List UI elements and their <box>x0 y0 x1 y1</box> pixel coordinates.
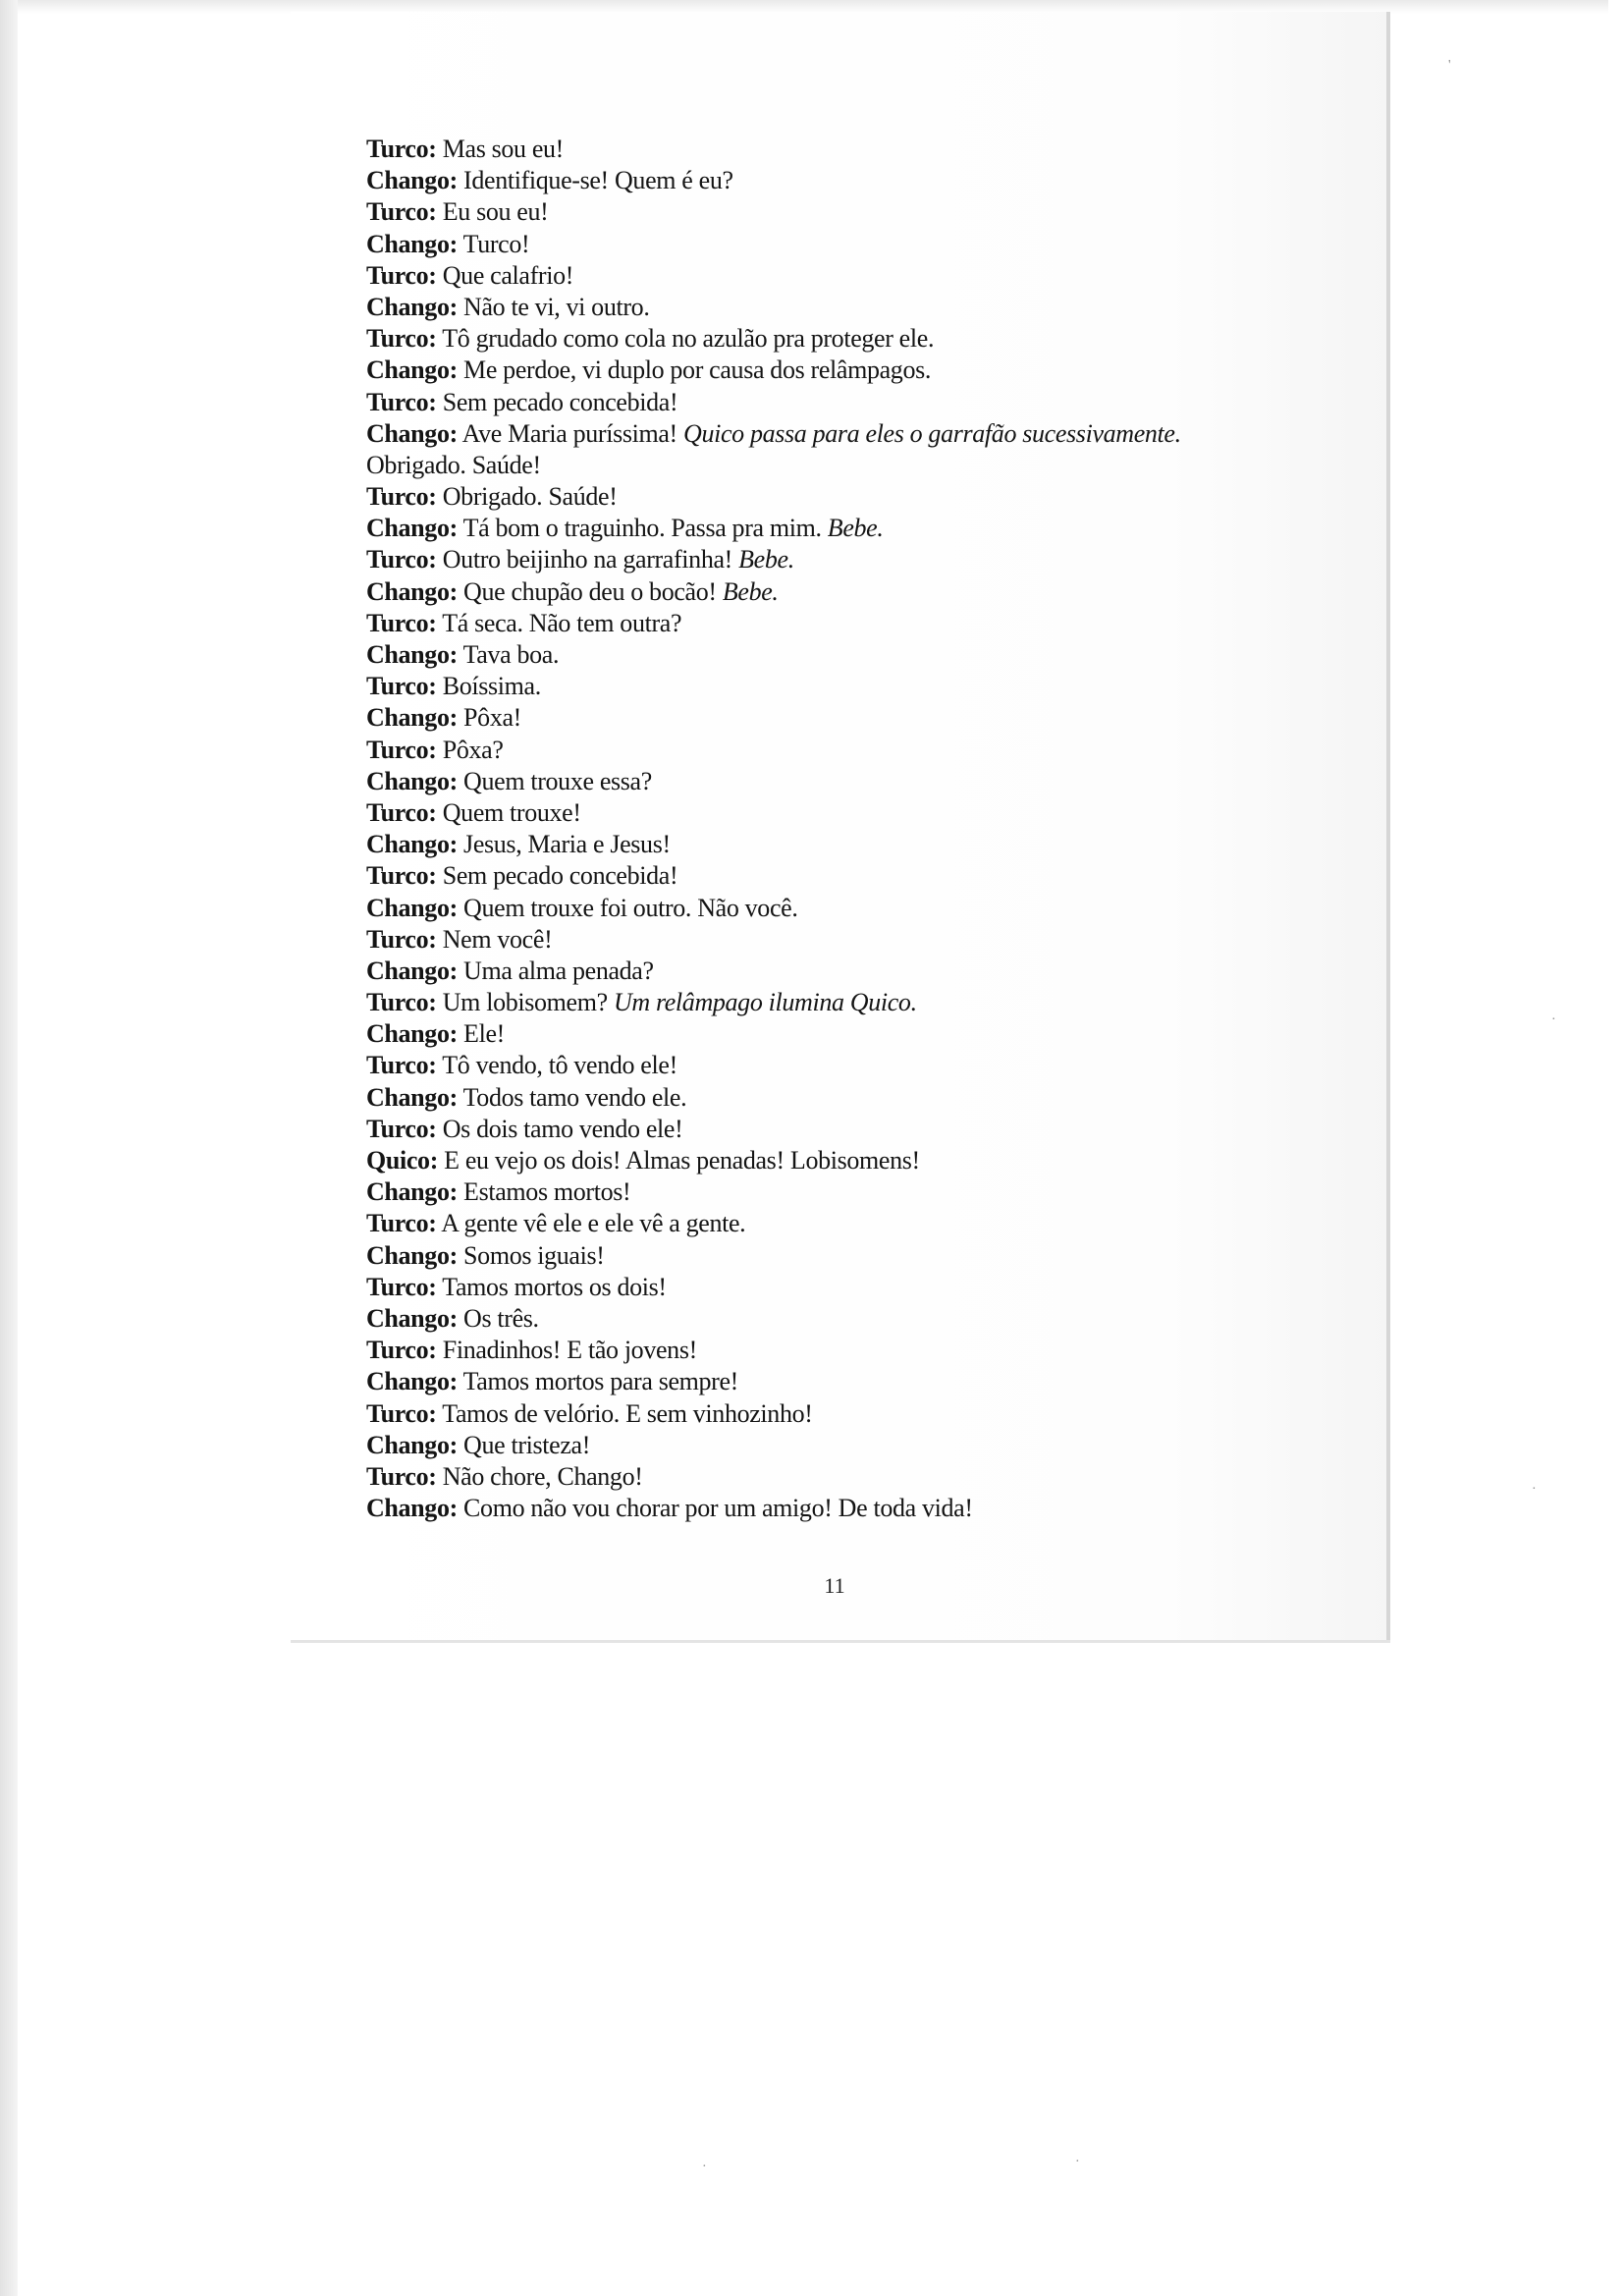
dialogue-text: Estamos mortos! <box>457 1177 631 1207</box>
speaker-name: Turco: <box>366 260 437 290</box>
speaker-name: Turco: <box>366 1398 437 1428</box>
dialogue-line <box>366 924 1309 956</box>
dialogue-line <box>366 1114 1309 1145</box>
dialogue-line <box>366 1050 1309 1081</box>
dialogue-text: Mas sou eu! <box>436 135 564 163</box>
dialogue-text: Finadinhos! E tão jovens! <box>436 1336 697 1365</box>
dialogue-text: Obrigado. Saúde! <box>436 482 618 512</box>
speaker-name: Turco: <box>366 1209 437 1238</box>
page-number: 11 <box>824 1573 845 1598</box>
dialogue-line <box>366 860 1309 892</box>
dialogue-text: Não te vi, vi outro. <box>457 292 650 321</box>
dialogue-line <box>366 1303 1309 1335</box>
dialogue-text: Sem pecado concebida! <box>436 387 678 416</box>
speaker-name: Chango: <box>366 893 458 922</box>
dialogue-text: Que tristeza! <box>457 1430 591 1459</box>
dialogue-line <box>366 355 1309 386</box>
dialogue-line <box>366 1493 1309 1524</box>
dialogue-line <box>366 987 1309 1018</box>
dialogue-text: Tava boa. <box>457 640 560 669</box>
speaker-name: Turco: <box>366 387 437 416</box>
dialogue-line <box>366 893 1309 924</box>
dialogue-line <box>366 702 1309 734</box>
dialogue-text: Um lobisomem? <box>436 988 614 1017</box>
dialogue-text: Os dois tamo vendo ele! <box>436 1114 683 1143</box>
dialogue-line <box>366 1208 1309 1239</box>
dialogue-text: Ave Maria puríssima! <box>457 418 684 448</box>
dialogue-line <box>366 1366 1309 1397</box>
dialogue-line <box>366 513 1309 544</box>
dialogue-text: Não chore, Chango! <box>436 1461 643 1491</box>
page-sheet-edge <box>1386 12 1390 1642</box>
dialogue-line <box>366 829 1309 860</box>
speaker-name: Chango: <box>366 1494 458 1523</box>
speaker-name: Turco: <box>366 545 437 574</box>
speaker-name: Chango: <box>366 766 458 795</box>
dialogue-line <box>366 323 1309 355</box>
dialogue-text: Como não vou chorar por um amigo! De toda vida! <box>457 1494 973 1523</box>
dialogue-line <box>366 608 1309 639</box>
speaker-name: Chango: <box>366 355 458 385</box>
dialogue-text: A gente vê ele e ele vê a gente. <box>436 1209 746 1238</box>
dialogue-text: Tá seca. Não tem outra? <box>436 608 682 637</box>
scan-speck: ' <box>1448 58 1451 73</box>
speaker-name: Chango: <box>366 1367 458 1396</box>
dialogue-line <box>366 544 1309 575</box>
speaker-name: Turco: <box>366 1336 437 1365</box>
dialogue-line <box>366 418 1309 450</box>
speaker-name: Turco: <box>366 988 437 1017</box>
dialogue-text: Sem pecado concebida! <box>436 861 678 891</box>
speaker-name: Chango: <box>366 830 458 859</box>
dialogue-line <box>366 196 1309 228</box>
dialogue-line <box>366 766 1309 797</box>
speaker-name: Chango: <box>366 418 458 448</box>
dialogue-text: Tamos de velório. E sem vinhozinho! <box>436 1398 813 1428</box>
stage-direction: Bebe. <box>722 576 779 606</box>
dialogue-line <box>366 1398 1309 1430</box>
dialogue-line <box>366 1176 1309 1208</box>
dialogue-text: Os três. <box>457 1303 539 1333</box>
dialogue-line <box>366 387 1309 418</box>
dialogue-line <box>366 671 1309 702</box>
dialogue-text: Outro beijinho na garrafinha! <box>436 545 739 574</box>
speaker-name: Turco: <box>366 197 437 227</box>
speaker-name: Turco: <box>366 1272 437 1301</box>
speaker-name: Chango: <box>366 514 458 543</box>
speaker-name: Chango: <box>366 292 458 321</box>
dialogue-text: Tamos mortos para sempre! <box>457 1367 738 1396</box>
speaker-name: Chango: <box>366 1177 458 1207</box>
speaker-name: Turco: <box>366 797 437 827</box>
dialogue-text: Uma alma penada? <box>457 956 654 985</box>
speaker-name: Chango: <box>366 640 458 669</box>
dialogue-line <box>366 735 1309 766</box>
speaker-name: Turco: <box>366 735 437 764</box>
dialogue-line <box>366 134 1309 165</box>
speaker-name: Turco: <box>366 1051 437 1080</box>
speaker-name: Chango: <box>366 229 458 258</box>
dialogue-line <box>366 1430 1309 1461</box>
stage-direction: Bebe. <box>738 545 794 574</box>
stage-direction: Um relâmpago ilumina Quico. <box>613 988 917 1017</box>
dialogue-text: Pôxa! <box>457 703 521 733</box>
dialogue-text: Todos tamo vendo ele. <box>457 1082 687 1112</box>
dialogue-text: Me perdoe, vi duplo por causa dos relâmpagos. <box>457 355 932 385</box>
dialogue-text: Tô grudado como cola no azulão pra proteger ele. <box>436 324 935 354</box>
dialogue-line <box>366 1240 1309 1272</box>
dialogue-text: Quem trouxe! <box>436 797 581 827</box>
dialogue-line <box>366 1461 1309 1493</box>
dialogue-text: Tá bom o traguinho. Passa pra mim. <box>457 514 828 543</box>
dialogue-text: Ele! <box>457 1019 505 1049</box>
dialogue-line <box>366 956 1309 987</box>
dialogue-line <box>366 639 1309 671</box>
dialogue-text: Eu sou eu! <box>436 197 549 227</box>
speaker-name: Turco: <box>366 135 437 163</box>
dialogue-text: Tô vendo, tô vendo ele! <box>436 1051 677 1080</box>
dialogue-text: Que calafrio! <box>436 260 574 290</box>
scan-speck: · <box>1551 1012 1556 1027</box>
speaker-name: Chango: <box>366 1240 458 1270</box>
dialogue-text: Tamos mortos os dois! <box>436 1272 667 1301</box>
dialogue-text: Boíssima. <box>436 672 541 701</box>
dialogue-line <box>366 1272 1309 1303</box>
stage-direction: Quico passa para eles o garrafão sucessivamente. <box>683 418 1181 448</box>
dialogue-text: Que chupão deu o bocão! <box>457 576 723 606</box>
dialogue-text: E eu vejo os dois! Almas penadas! Lobisomens! <box>438 1146 920 1175</box>
speaker-name: Turco: <box>366 608 437 637</box>
speaker-name: Turco: <box>366 861 437 891</box>
script-body <box>366 134 1309 1524</box>
dialogue-text: Pôxa? <box>436 735 504 764</box>
speaker-name: Chango: <box>366 1019 458 1049</box>
dialogue-text: Obrigado. Saúde! <box>366 450 541 479</box>
dialogue-line <box>366 576 1309 608</box>
scan-speck: · <box>702 2159 707 2174</box>
dialogue-text: Turco! <box>457 229 530 258</box>
dialogue-line <box>366 450 1309 481</box>
dialogue-line <box>366 481 1309 513</box>
speaker-name: Turco: <box>366 1461 437 1491</box>
speaker-name: Turco: <box>366 1114 437 1143</box>
dialogue-text: Identifique-se! Quem é eu? <box>457 166 733 195</box>
dialogue-line <box>366 292 1309 323</box>
dialogue-text: Somos iguais! <box>457 1240 605 1270</box>
speaker-name: Chango: <box>366 576 458 606</box>
speaker-name: Chango: <box>366 1303 458 1333</box>
speaker-name: Turco: <box>366 324 437 354</box>
scan-speck: · <box>1532 1482 1537 1497</box>
dialogue-line <box>366 797 1309 829</box>
stage-direction: Bebe. <box>827 514 884 543</box>
scan-speck: · <box>1075 2155 1080 2169</box>
dialogue-line <box>366 1145 1309 1176</box>
dialogue-line <box>366 1018 1309 1050</box>
dialogue-text: Quem trouxe foi outro. Não você. <box>457 893 798 922</box>
speaker-name: Chango: <box>366 166 458 195</box>
speaker-name: Chango: <box>366 1082 458 1112</box>
speaker-name: Chango: <box>366 956 458 985</box>
speaker-name: Quico: <box>366 1146 439 1175</box>
dialogue-line <box>366 229 1309 260</box>
dialogue-line <box>366 260 1309 292</box>
speaker-name: Turco: <box>366 672 437 701</box>
dialogue-text: Jesus, Maria e Jesus! <box>457 830 671 859</box>
speaker-name: Chango: <box>366 1430 458 1459</box>
speaker-name: Chango: <box>366 703 458 733</box>
dialogue-line <box>366 1335 1309 1366</box>
dialogue-line <box>366 1082 1309 1114</box>
dialogue-text: Nem você! <box>436 924 553 954</box>
scan-edge-left <box>0 0 18 2296</box>
speaker-name: Turco: <box>366 924 437 954</box>
dialogue-line <box>366 165 1309 196</box>
speaker-name: Turco: <box>366 482 437 512</box>
page-sheet-bottom <box>291 1640 1390 1643</box>
dialogue-text: Quem trouxe essa? <box>457 766 652 795</box>
